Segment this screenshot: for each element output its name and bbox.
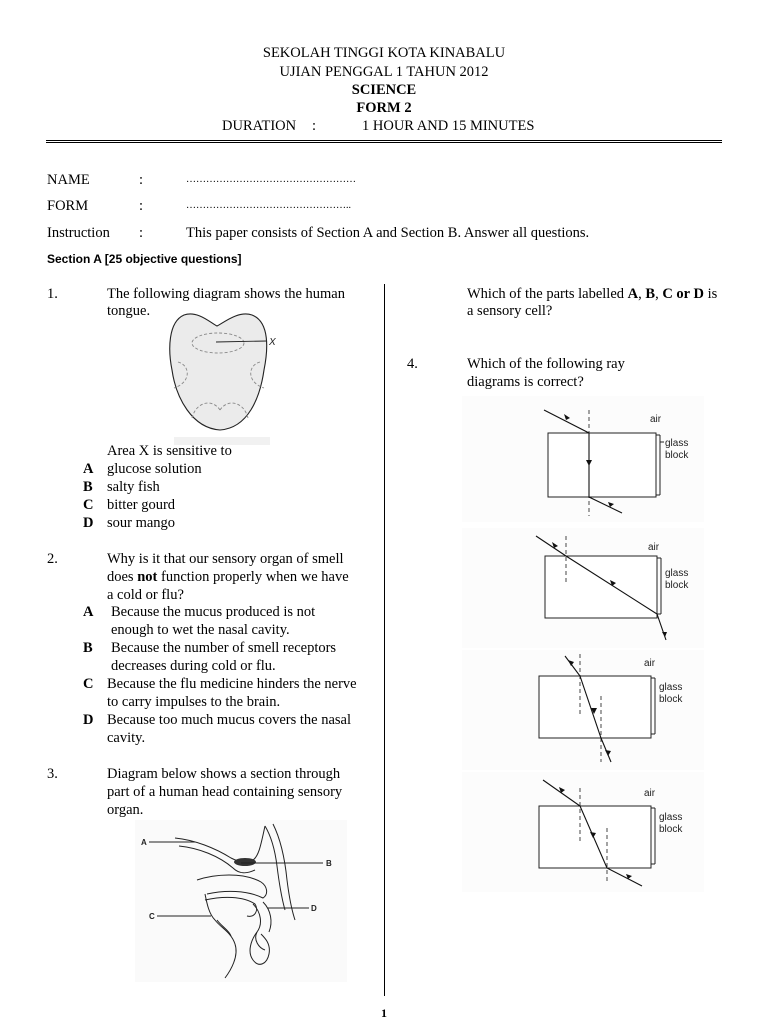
ray-d-air: air: [644, 788, 656, 799]
q3-number: 3.: [47, 766, 58, 782]
ray-a-air: air: [650, 414, 662, 425]
q3-line3: organ.: [107, 802, 144, 818]
q1-stem: Area X is sensitive to: [107, 443, 232, 459]
q3-line1: Diagram below shows a section through: [107, 766, 341, 782]
q2-line3: a cold or flu?: [107, 587, 184, 603]
instruction-text: This paper consists of Section A and Section B. Answer all questions.: [186, 225, 590, 241]
section-title: Section A [25 objective questions]: [47, 252, 242, 266]
q4-line1: Which of the following ray: [467, 356, 625, 372]
duration-value: 1 HOUR AND 15 MINUTES: [362, 118, 535, 134]
instruction-colon: :: [139, 225, 144, 241]
ray-b-glass: glass: [665, 568, 689, 579]
q3-line2: part of a human head containing sensory: [107, 784, 343, 800]
q1-line1: The following diagram shows the human: [107, 286, 345, 302]
q2-number: 2.: [47, 551, 58, 567]
ray-diagram-a: [462, 396, 704, 522]
ray-d-block: block: [659, 824, 683, 835]
q2-option-c-cont: to carry impulses to the brain.: [107, 694, 281, 710]
form-field[interactable]: …………………………………………..: [186, 200, 351, 211]
q2-option-c[interactable]: Because the flu medicine hinders the nerve: [107, 676, 357, 692]
ray-diagram-b: [462, 528, 704, 648]
q1-option-a-letter: A: [83, 461, 94, 477]
q1-option-d[interactable]: sour mango: [107, 515, 176, 531]
ray-a-glass: glass: [665, 438, 689, 449]
head-label-c: C: [149, 912, 155, 921]
form-colon: :: [139, 198, 144, 214]
tongue-label-x: X: [269, 337, 276, 348]
column-divider: [384, 284, 385, 996]
q4-line2: diagrams is correct?: [467, 374, 584, 390]
q2-option-d-cont: cavity.: [107, 730, 146, 746]
q4-number: 4.: [407, 356, 418, 372]
exam-title: UJIAN PENGGAL 1 TAHUN 2012: [279, 64, 489, 80]
header-divider: [46, 140, 722, 143]
form-title: FORM 2: [356, 100, 412, 116]
q2-option-b[interactable]: Because the number of smell receptors: [111, 640, 337, 656]
q1-option-d-letter: D: [83, 515, 94, 531]
q2-option-b-cont: decreases during cold or flu.: [111, 658, 276, 674]
q2-option-a[interactable]: Because the mucus produced is not: [111, 604, 316, 620]
ray-diagram-d: [462, 772, 704, 892]
q2-option-a-letter: A: [83, 604, 94, 620]
form-label: FORM: [47, 198, 89, 214]
subject-title: SCIENCE: [351, 82, 417, 98]
q1-option-a[interactable]: glucose solution: [107, 461, 202, 477]
head-label-b: B: [326, 859, 332, 868]
tongue-diagram: [160, 310, 285, 438]
ray-c-block: block: [659, 694, 683, 705]
head-label-d: D: [311, 904, 317, 913]
q1-line2: tongue.: [107, 303, 151, 319]
q1-option-b[interactable]: salty fish: [107, 479, 160, 495]
instruction-label: Instruction: [47, 225, 110, 241]
q2-option-a-cont: enough to wet the nasal cavity.: [111, 622, 290, 638]
head-label-a: A: [141, 838, 147, 847]
q1-option-c-letter: C: [83, 497, 94, 513]
page-number: 1: [381, 1006, 387, 1020]
head-section-diagram: [135, 820, 347, 982]
q2-line1: Why is it that our sensory organ of smell: [107, 551, 344, 567]
q3-continuation-line1: Which of the parts labelled A, B, C or D is: [467, 286, 718, 302]
ray-d-glass: glass: [659, 812, 683, 823]
ray-c-glass: glass: [659, 682, 683, 693]
ray-b-block: block: [665, 580, 689, 591]
q1-option-b-letter: B: [83, 479, 93, 495]
school-name: SEKOLAH TINGGI KOTA KINABALU: [262, 45, 506, 61]
q1-number: 1.: [47, 286, 58, 302]
ray-c-air: air: [644, 658, 656, 669]
ray-b-air: air: [648, 542, 660, 553]
name-colon: :: [139, 172, 144, 188]
duration-colon: :: [312, 118, 317, 134]
q2-option-b-letter: B: [83, 640, 93, 656]
ray-a-block: block: [665, 450, 689, 461]
name-label: NAME: [47, 172, 90, 188]
q1-option-c[interactable]: bitter gourd: [107, 497, 176, 513]
duration-label: DURATION: [222, 118, 297, 134]
name-field[interactable]: ……………………………………………: [186, 174, 356, 185]
q3-continuation-line2: a sensory cell?: [467, 303, 553, 319]
q2-line2: does not function properly when we have: [107, 569, 349, 585]
q2-option-c-letter: C: [83, 676, 94, 692]
q2-option-d-letter: D: [83, 712, 94, 728]
q2-option-d[interactable]: Because too much mucus covers the nasal: [107, 712, 352, 728]
ray-diagram-c: [462, 650, 704, 770]
